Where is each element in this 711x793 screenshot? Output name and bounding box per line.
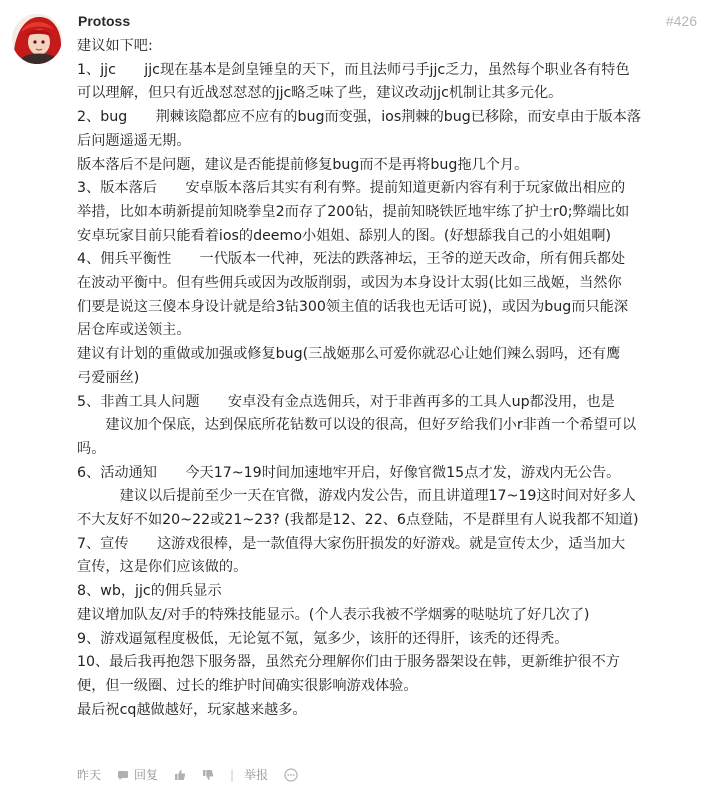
- post-line: 最后祝cq越做越好，玩家越来越多。: [77, 701, 307, 718]
- post-line: 们要是说这三傻本身设计就是给3钻300领主值的话我也无话可说)，或因为bug而只能深: [77, 298, 629, 315]
- post-line: 8、wb，jjc的佣兵显示: [77, 583, 222, 600]
- reply-button[interactable]: [117, 766, 158, 783]
- post-line: 居仓库或送领主。: [77, 322, 191, 339]
- thumbs-up-icon: [174, 769, 186, 781]
- more-icon: [284, 768, 298, 782]
- post-line: 举措，比如本萌新提前知晓拳皇2而存了200钻，提前知晓铁匠地牢练了护士r0;弊端比如: [77, 203, 630, 220]
- post-time: 昨天: [77, 768, 102, 782]
- like-button[interactable]: [174, 769, 186, 781]
- post-line: 不大友好不如20~22或21~23? (我都是12、22、6点登陆，不是群里有人说我都不知道): [77, 512, 639, 529]
- post-line: 安卓玩家目前只能看着ios的deemo小姐姐、舔别人的图。(好想舔我自己的小姐姐啊): [77, 227, 612, 244]
- post-body: [77, 35, 705, 722]
- post-line: 后问题遥遥无期。: [77, 132, 191, 149]
- post-line: 版本落后不是问题，建议是否能提前修复bug而不是再将bug拖几个月。: [77, 156, 529, 173]
- post-line: 10、最后我再抱怨下服务器，虽然充分理解你们由于服务器架设在韩，更新维护很不方: [77, 654, 620, 671]
- post-line: 1、jjc jjc现在基本是剑皇锤皇的天下，而且法师弓手jjc乏力，虽然每个职业各有特色: [77, 61, 630, 78]
- thumbs-down-icon: [202, 769, 214, 781]
- post-line: 可以理解，但只有近战怼怼怼的jjc略乏味了些，建议改动jjc机制让其多元化。: [77, 85, 563, 102]
- post-line: 2、bug 荆棘该隐都应不应有的bug而变强，ios荆棘的bug已移除，而安卓由于版本落: [77, 109, 642, 126]
- post-line: 3、版本落后 安卓版本落后其实有利有弊。提前知道更新内容有利于玩家做出相应的: [77, 180, 626, 197]
- avatar[interactable]: [12, 14, 62, 64]
- post-line: 在波动平衡中。但有些佣兵或因为改版削弱，或因为本身设计太弱(比如三战姬，当然你: [77, 275, 622, 292]
- post-line: 5、非酋工具人问题 安卓没有金点选佣兵，对于非酋再多的工具人up都没用，也是: [77, 393, 615, 410]
- username[interactable]: Protoss: [78, 13, 131, 29]
- dislike-button[interactable]: [202, 769, 214, 781]
- post-line: 宣传，这是你们应该做的。: [77, 559, 248, 576]
- more-button[interactable]: [284, 768, 298, 782]
- post-line: 便，但一级圈、过长的维护时间确实很影响游戏体验。: [77, 677, 418, 694]
- reply-label: 回复: [134, 768, 159, 782]
- post-footer: [77, 766, 314, 783]
- post-line: 建议以后提前至少一天在官微，游戏内发公告，而且讲道理17~19这时间对好多人: [77, 488, 636, 505]
- reply-icon: [117, 769, 129, 781]
- post-line: 9、游戏逼氪程度极低，无论氪不氪，氪多少，该肝的还得肝，该秃的还得秃。: [77, 630, 569, 647]
- report-button[interactable]: 举报: [244, 768, 269, 782]
- post-line: 建议如下吧:: [77, 38, 153, 54]
- post-line: 建议有计划的重做或加强或修复bug(三战姬那么可爱你就忍心让她们辣么弱吗，还有鹰: [77, 346, 621, 363]
- post-line: 7、宣传 这游戏很棒，是一款值得大家伤肝损发的好游戏。就是宣传太少，适当加大: [77, 535, 626, 552]
- post-line: 建议增加队友/对手的特殊技能显示。(个人表示我被不学烟雾的哒哒坑了好几次了): [77, 606, 590, 623]
- footer-divider: |: [230, 767, 235, 782]
- post-line: 吗。: [77, 440, 106, 457]
- post-line: 4、佣兵平衡性 一代版本一代神，死法的跌落神坛，王爷的逆天改命，所有佣兵都处: [77, 251, 626, 268]
- post-line: 6、活动通知 今天17~19时间加速地牢开启，好像官微15点才发，游戏内无公告。: [77, 464, 621, 481]
- post-number[interactable]: #426: [665, 13, 697, 29]
- post-line: 建议加个保底，达到保底所花钻数可以设的很高，但好歹给我们小r非酋一个希望可以: [77, 417, 637, 434]
- post-line: 弓爱丽丝): [77, 369, 140, 386]
